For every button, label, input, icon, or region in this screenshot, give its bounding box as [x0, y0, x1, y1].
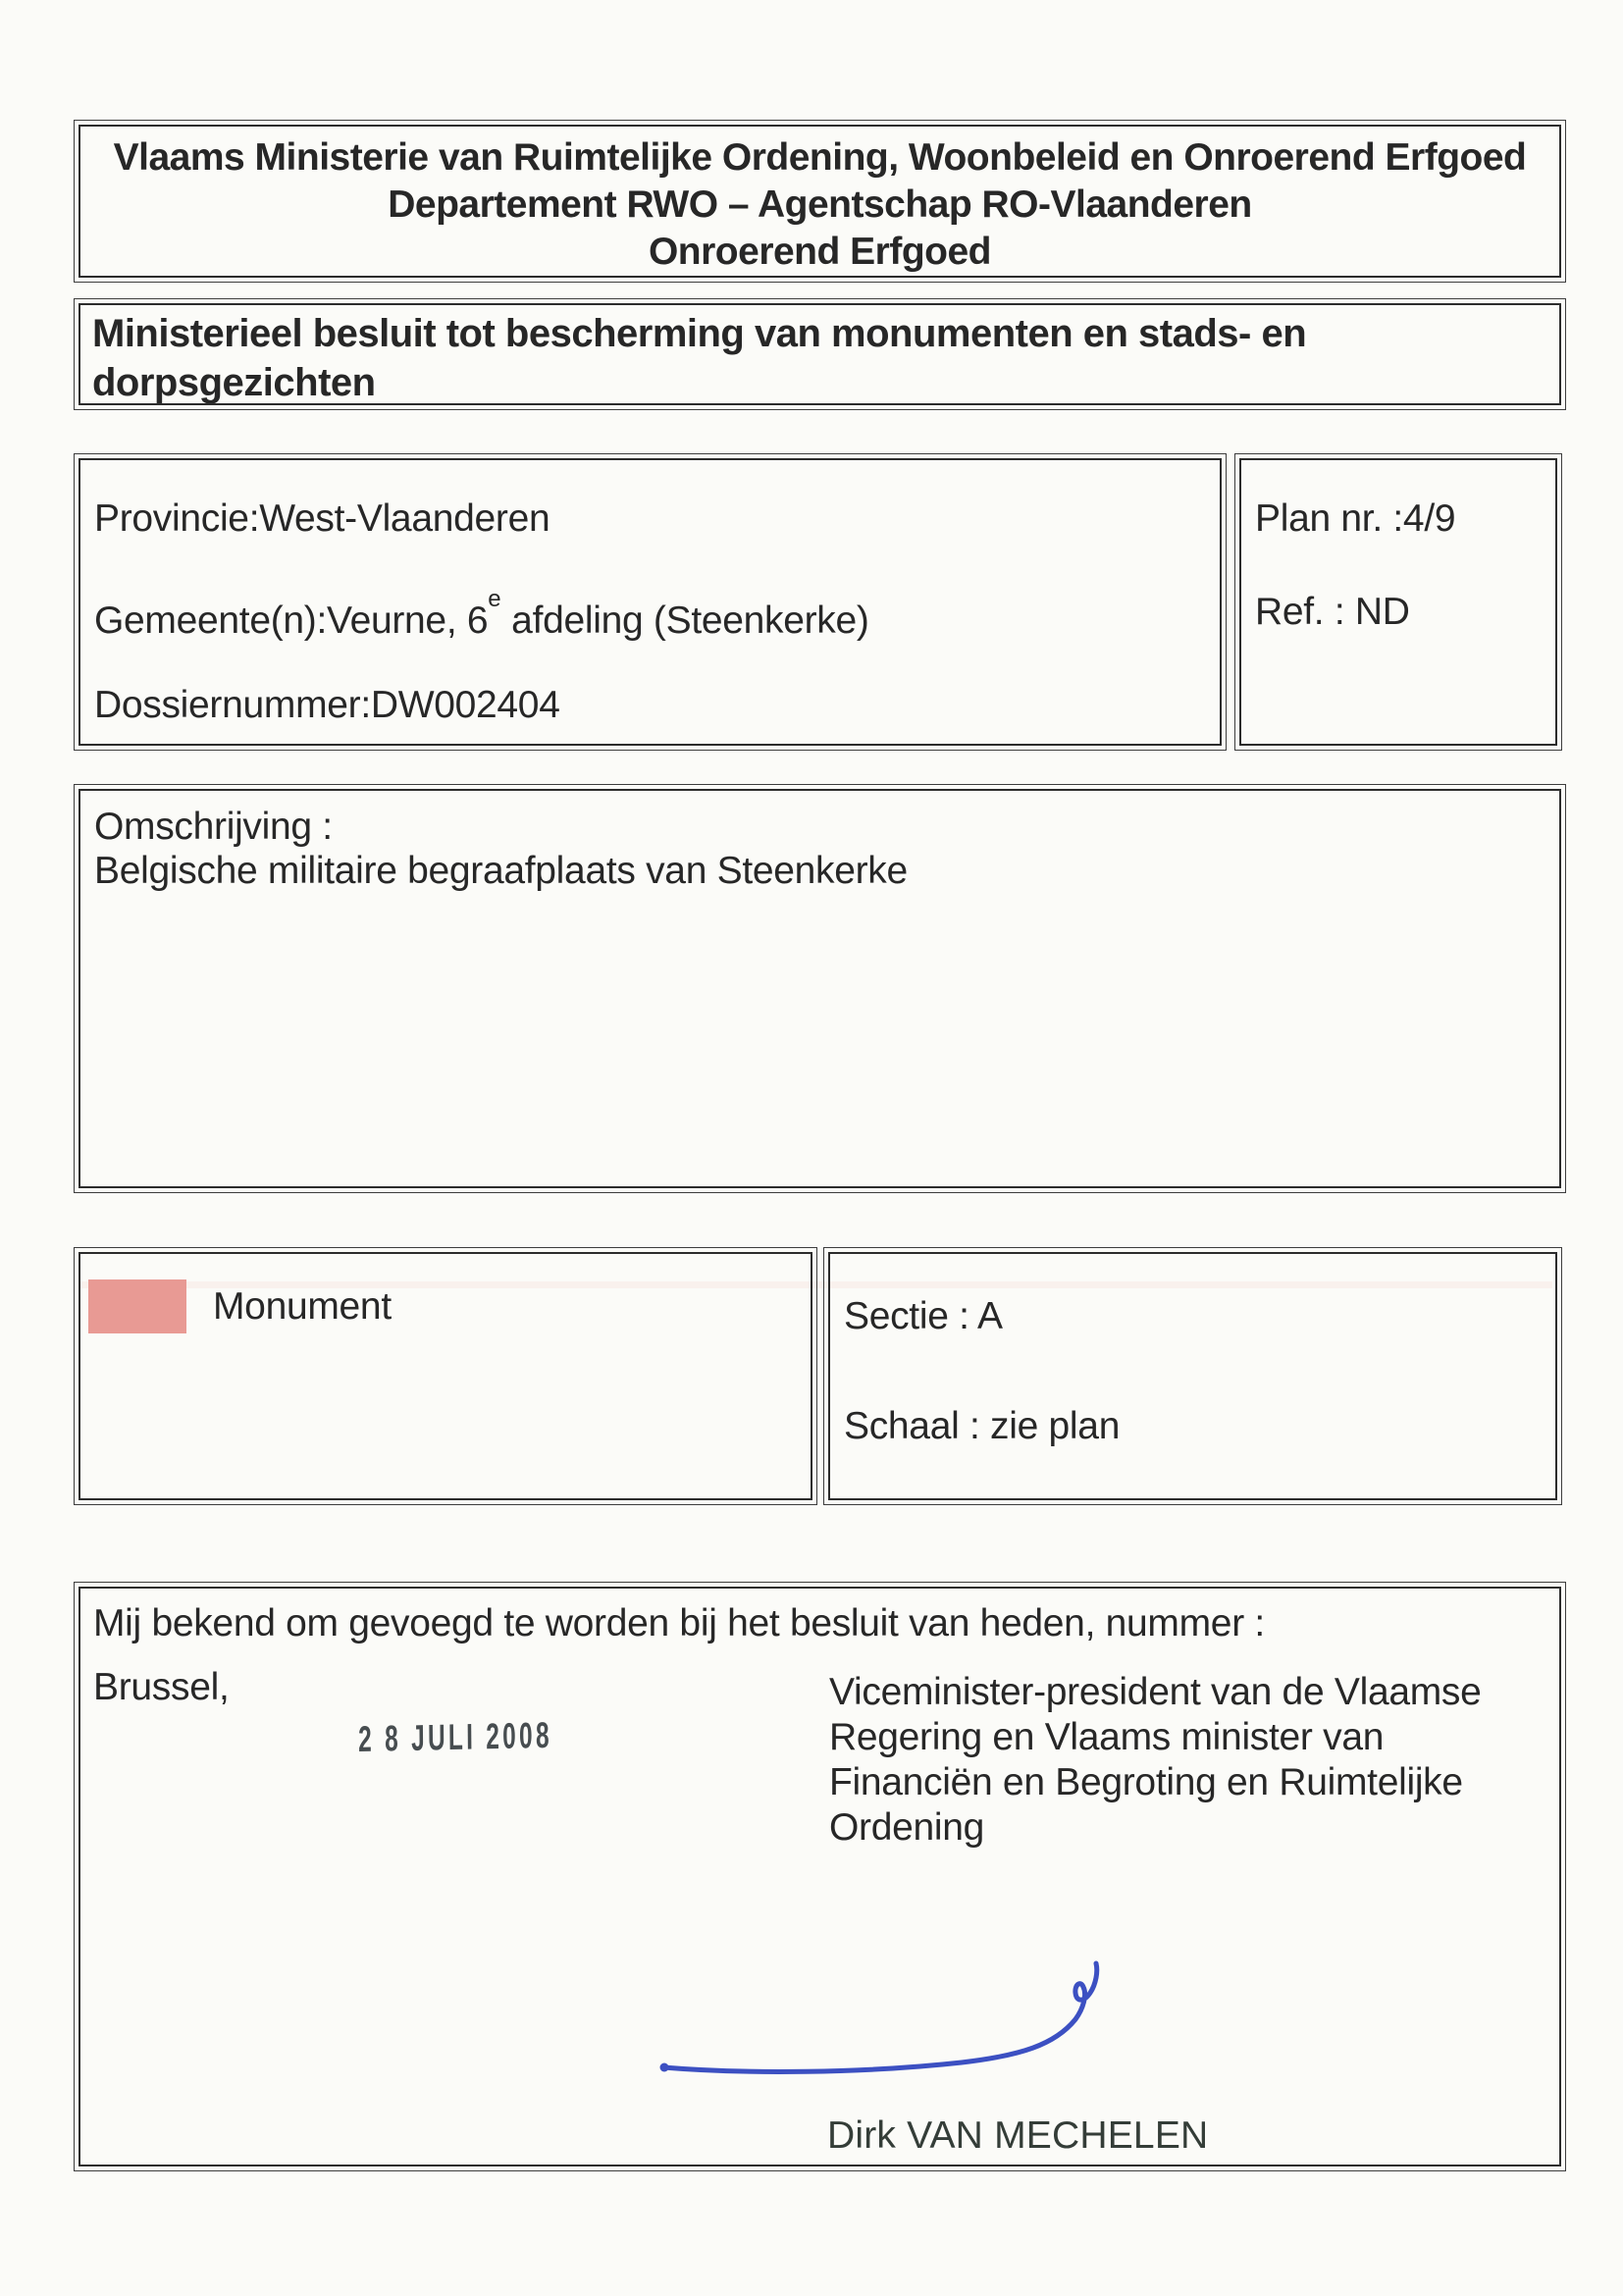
plan-number-line: Plan nr. :4/9: [1255, 497, 1456, 540]
description-box: [74, 784, 1566, 1193]
plan-info-box: [1234, 453, 1562, 751]
ministry-header-line2: Departement RWO – Agentschap RO-Vlaanderen: [388, 183, 1252, 226]
signature-ink-dot: [660, 2063, 669, 2072]
description-label: Omschrijving :: [94, 806, 333, 848]
ref-line: Ref. : ND: [1255, 591, 1410, 633]
minister-title-line3: Financiën en Begroting en Ruimtelijke: [829, 1761, 1463, 1803]
sectie-line: Sectie : A: [844, 1295, 1003, 1337]
signer-name: Dirk VAN MECHELEN: [827, 2114, 1209, 2157]
decree-title-box: [74, 298, 1566, 410]
municipality-line: [94, 586, 1220, 686]
date-stamp: 2 8 JULI 2008: [358, 1714, 553, 1759]
map-info-box: [823, 1247, 1562, 1505]
monument-label: Monument: [213, 1285, 392, 1328]
ministry-header-line1: Vlaams Ministerie van Ruimtelijke Ordening, Woonbeleid en Onroerend Erfgoed: [113, 136, 1527, 179]
signature: [80, 1589, 1557, 2163]
ministry-header-line3: Onroerend Erfgoed: [648, 231, 992, 273]
minister-title-line1: Viceminister-president van de Vlaamse: [829, 1671, 1482, 1713]
place-line: Brussel,: [93, 1666, 230, 1708]
monument-swatch: [88, 1279, 186, 1333]
decree-title-line1: Ministerieel besluit tot bescherming van monumenten en stads- en: [92, 312, 1307, 355]
description-value: Belgische militaire begraafplaats van Steenkerke: [94, 850, 908, 892]
municipality-suffix: afdeling (Steenkerke): [500, 600, 869, 642]
province-line: Provincie:West-Vlaanderen: [94, 497, 550, 540]
ministry-header-box: [74, 120, 1566, 283]
registration-line: Mij bekend om gevoegd te worden bij het besluit van heden, nummer :: [93, 1602, 1265, 1644]
closing-box: [74, 1582, 1566, 2171]
signature-path: [663, 1963, 1097, 2071]
minister-title-line4: Ordening: [829, 1806, 985, 1849]
minister-title-line2: Regering en Vlaams minister van: [829, 1716, 1385, 1758]
municipality-superscript: e: [488, 586, 501, 612]
case-info-box: [74, 453, 1227, 751]
dossier-line: Dossiernummer:DW002404: [94, 684, 560, 726]
decree-title-line2: dorpsgezichten: [92, 361, 376, 404]
legend-box: [74, 1247, 817, 1505]
schaal-line: Schaal : zie plan: [844, 1405, 1121, 1447]
municipality-prefix: Gemeente(n):Veurne, 6: [94, 600, 489, 642]
